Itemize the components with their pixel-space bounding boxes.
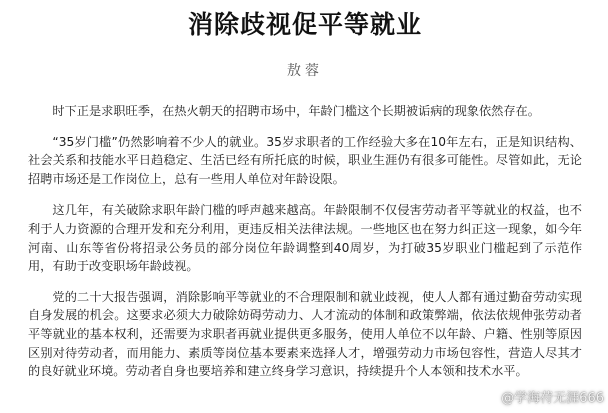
article-paragraph: 时下正是求职旺季，在热火朝天的招聘市场中，年龄门槛这个长期被诟病的现象依然存在。 — [52, 104, 540, 118]
article-paragraph: 党的二十大报告强调，消除影响平等就业的不合理限制和就业歧视，使人人都有通过勤奋劳动实现自身发展的机会。这要求必须大力破除妨碍劳动力、人才流动的体制和政策弊端，依法依规伸张劳动者平等就业的基本权利，还需要为求职者再就业提供更多服务，使用人单位不以年龄、户籍、性别等原因区别对待劳动者，而用能力、素质等岗位基本要素来选择人才，增强劳动力市场包容性，营造人尽其才的良好就业环境。劳动者自身也要培养和建立终身学习意识，持续提升个人本领和技术水平。 — [28, 289, 582, 379]
watermark-text: @学海苻无涯666 — [501, 391, 604, 406]
article-title: 消除歧视促平等就业 — [187, 10, 422, 39]
article-author: 敖蓉 — [287, 63, 323, 79]
watermark — [483, 391, 604, 407]
article-paragraph: 这几年，有关破除求职年龄门槛的呼声越来越高。年龄限制不仅侵害劳动者平等就业的权益，也不利于人力资源的合理开发和充分利用，更违反相关法律法规。一些地区也在努力纠正这一现象，如今年河南、山东等省份将招录公务员的部分岗位年龄调整到40周岁，为打破35岁职业门槛起到了示范作用，有助于改变职场年龄歧视。 — [28, 203, 582, 274]
weibo-like-icon — [483, 392, 497, 406]
article-paragraph: “35岁门槛”仍然影响着不少人的就业。35岁求职者的工作经验大多在10年左右，正是知识结构、社会关系和技能水平日趋稳定、生活已经有所托底的时候，职业生涯仍有很多可能性。尽管如此，无论招聘市场还是工作岗位上，总有一些用人单位对年龄设限。 — [28, 134, 582, 186]
